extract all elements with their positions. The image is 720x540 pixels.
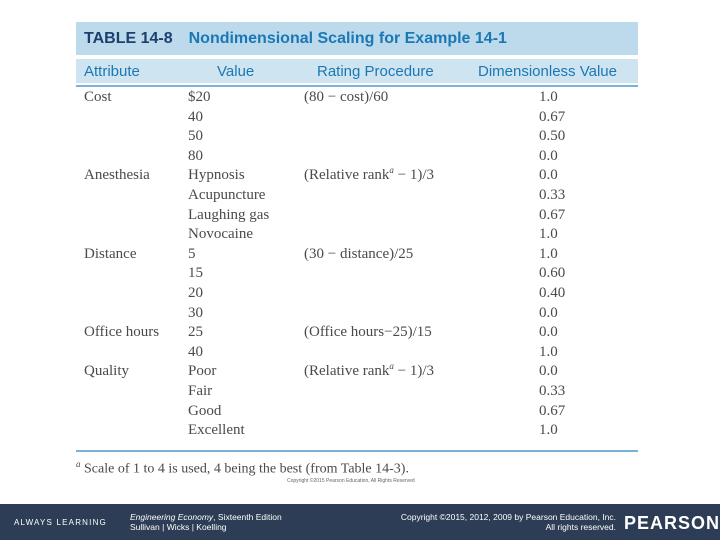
always-learning-brand: ALWAYS LEARNING xyxy=(14,518,107,527)
table-row xyxy=(76,402,638,422)
rating-procedure-cell xyxy=(304,166,434,186)
value-cell: 20 xyxy=(188,284,203,301)
attribute-cell: Anesthesia xyxy=(84,167,150,184)
table-row xyxy=(76,421,638,441)
table-row xyxy=(76,108,638,128)
table-row xyxy=(76,323,638,343)
table-row xyxy=(76,147,638,167)
table-row xyxy=(76,264,638,284)
value-cell: Fair xyxy=(188,382,213,399)
dimensionless-value-cell: 0.60 xyxy=(539,265,566,282)
table-row xyxy=(76,127,638,147)
procedure-text: (Relative rank xyxy=(304,363,390,380)
footnote-mark: a xyxy=(76,459,81,469)
value-cell: 15 xyxy=(188,265,203,282)
attribute-cell: Distance xyxy=(84,245,137,262)
table-row xyxy=(76,88,638,108)
procedure-text-tail: − 1)/3 xyxy=(393,167,435,184)
value-cell: Laughing gas xyxy=(188,206,270,223)
copyright-line-2: All rights reserved. xyxy=(545,522,616,532)
attribute-cell: Office hours xyxy=(84,324,160,341)
dimensionless-value-cell: 1.0 xyxy=(539,89,558,105)
table-body xyxy=(76,88,638,441)
value-cell: Hypnosis xyxy=(188,167,245,184)
dimensionless-value-cell: 0.33 xyxy=(539,382,566,399)
value-cell: $20 xyxy=(188,89,211,105)
value-cell: Novocaine xyxy=(188,226,253,243)
procedure-text-tail: − 1)/3 xyxy=(393,363,435,380)
procedure-footnote-mark: a xyxy=(389,165,394,176)
rating-procedure-cell xyxy=(304,88,388,108)
header-attribute: Attribute xyxy=(84,63,140,80)
header-value: Value xyxy=(217,63,255,80)
value-cell: Poor xyxy=(188,363,217,380)
header-divider xyxy=(76,85,638,87)
table-number: TABLE 14-8 xyxy=(84,29,173,47)
procedure-text: (Relative rank xyxy=(304,167,390,184)
dimensionless-value-cell: 0.0 xyxy=(539,147,558,164)
dimensionless-value-cell: 0.50 xyxy=(539,128,566,145)
rating-procedure-cell xyxy=(304,245,413,265)
value-cell: Good xyxy=(188,402,222,419)
header-rating-procedure: Rating Procedure xyxy=(317,63,434,80)
table-row xyxy=(76,304,638,324)
table-bottom-rule xyxy=(76,450,638,452)
attribute-cell: Quality xyxy=(84,363,129,380)
procedure-text: (80 − cost)/60 xyxy=(304,89,389,105)
dimensionless-value-cell: 1.0 xyxy=(539,343,558,360)
dimensionless-value-cell: 0.0 xyxy=(539,324,558,341)
table-header xyxy=(76,59,638,83)
dimensionless-value-cell: 0.33 xyxy=(539,186,566,203)
dimensionless-value-cell: 0.0 xyxy=(539,363,558,380)
value-cell: 80 xyxy=(188,147,203,164)
dimensionless-value-cell: 1.0 xyxy=(539,226,558,243)
table-row xyxy=(76,245,638,265)
table-row xyxy=(76,362,638,382)
table-title-bar xyxy=(76,22,638,55)
table-row xyxy=(76,382,638,402)
table-row xyxy=(76,186,638,206)
dimensionless-value-cell: 0.67 xyxy=(539,108,566,125)
table-row xyxy=(76,166,638,186)
header-dimensionless-value: Dimensionless Value xyxy=(478,63,617,80)
book-authors: Sullivan | Wicks | Koelling xyxy=(130,522,227,532)
rating-procedure-cell xyxy=(304,362,434,382)
book-title: Engineering Economy xyxy=(130,512,214,522)
value-cell: 40 xyxy=(188,343,203,360)
value-cell: Acupuncture xyxy=(188,186,266,203)
pearson-logo: PEARSON xyxy=(624,513,720,533)
table-row xyxy=(76,225,638,245)
value-cell: 50 xyxy=(188,128,203,145)
footer-bar xyxy=(0,504,720,540)
dimensionless-value-cell: 0.67 xyxy=(539,206,566,223)
dimensionless-value-cell: 0.67 xyxy=(539,402,566,419)
procedure-text: (30 − distance)/25 xyxy=(304,245,414,262)
footnote-text: Scale of 1 to 4 is used, 4 being the best (from Table 14-3). xyxy=(80,461,409,477)
value-cell: Excellent xyxy=(188,422,245,439)
value-cell: 30 xyxy=(188,304,203,321)
dimensionless-value-cell: 0.0 xyxy=(539,304,558,321)
book-edition: , Sixteenth Edition xyxy=(213,512,282,522)
value-cell: 40 xyxy=(188,108,203,125)
table-row xyxy=(76,343,638,363)
footer-copyright xyxy=(352,512,616,532)
dimensionless-value-cell: 1.0 xyxy=(539,245,558,262)
value-cell: 25 xyxy=(188,324,203,341)
dimensionless-value-cell: 0.40 xyxy=(539,284,566,301)
table-row xyxy=(76,284,638,304)
footnote xyxy=(76,459,409,478)
table-row xyxy=(76,206,638,226)
table-title: Nondimensional Scaling for Example 14-1 xyxy=(188,29,507,47)
procedure-footnote-mark: a xyxy=(389,361,394,372)
attribute-cell: Cost xyxy=(84,89,112,105)
book-info xyxy=(130,512,282,532)
value-cell: 5 xyxy=(188,245,196,262)
dimensionless-value-cell: 0.0 xyxy=(539,167,558,184)
table-copyright: Copyright ©2015 Pearson Education, All Rights Reserved xyxy=(287,478,415,484)
dimensionless-value-cell: 1.0 xyxy=(539,422,558,439)
rating-procedure-cell xyxy=(304,323,432,343)
copyright-line-1: Copyright ©2015, 2012, 2009 by Pearson Education, Inc. xyxy=(400,512,616,522)
procedure-text: (Office hours−25)/15 xyxy=(304,324,432,341)
